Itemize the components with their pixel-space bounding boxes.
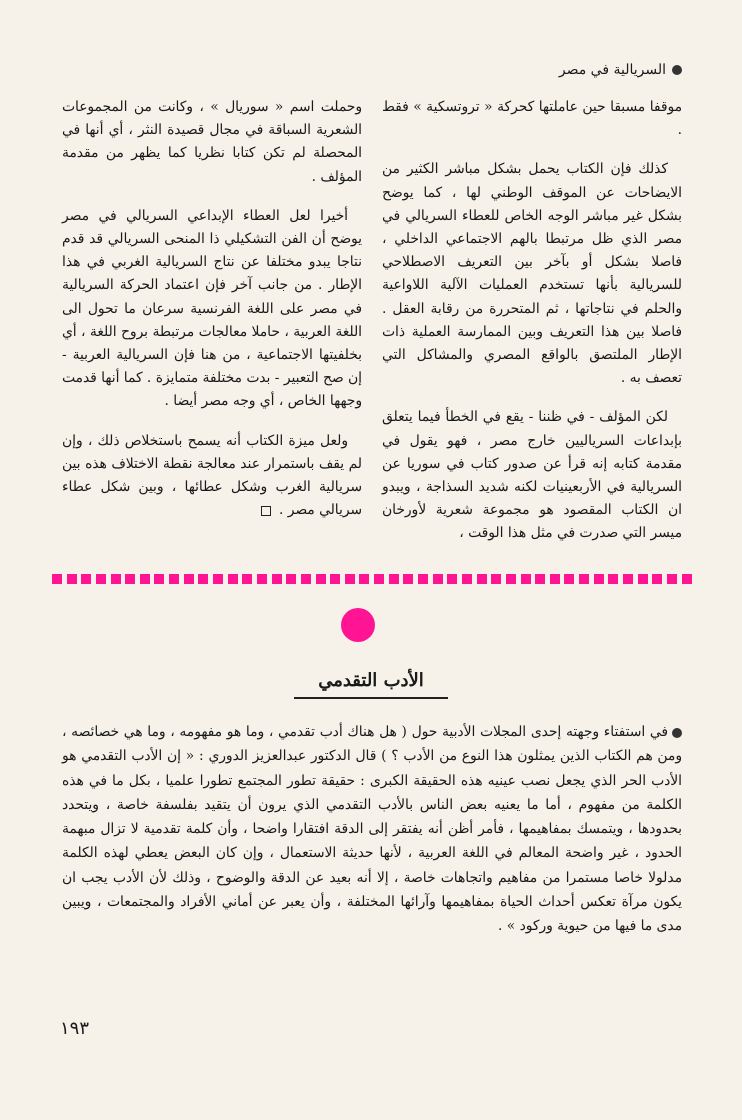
end-mark-icon — [261, 506, 271, 516]
divider-square — [506, 574, 516, 584]
divider-square — [521, 574, 531, 584]
section-divider — [52, 572, 692, 586]
divider-square — [81, 574, 91, 584]
divider-square — [345, 574, 355, 584]
divider-square — [301, 574, 311, 584]
divider-square — [433, 574, 443, 584]
divider-square — [462, 574, 472, 584]
paragraph: وحملت اسم « سوريال » ، وكانت من المجموعات الشعرية السباقة في مجال قصيدة النثر ، أي أنها في المحصلة لم تكن كتابا نظريا كما يظهر من مقدمة المؤلف . — [62, 99, 362, 185]
paragraph-text: ولعل ميزة الكتاب أنه يسمح باستخلاص ذلك ، وإن لم يقف باستمرار عند معالجة نقطة الاختلاف هذه بين سريالية الغرب وشكل عطائها ، وبين شكل عطاء سريالي مصر . — [62, 432, 362, 519]
paragraph: كذلك فإن الكتاب يحمل بشكل مباشر الكثير من الايضاحات عن الموقف الوطني لها ، كما يوضح بشكل غير مباشر الوجه الخاص للعطاء السريالي في مصر الذي ظل مرتبطا بالهم الاجتماعي الداخلي ، فاصلا بشكل أو بآخر بين التعريف الاصطلاحي للسريالية بأنها تستخدم العمليات الآلية اللاواعية والحلم في نتاجاتها ، ثم المتحررة من رقابة العقل . فاصلا بين هذا التعريف وبين الممارسة العملية ذات الإطار الملتصق بالواقع المصري والمشاكل التي تعصف به . — [382, 161, 682, 387]
section-paragraph: في استفتاء وجهته إحدى المجلات الأدبية حول ( هل هناك أدب تقدمي ، وما هو مفهومه ، وما هي خصائصه ، ومن هم الكتاب الذين يمثلون هذا النوع من الأدب ؟ ) قال الدكتور عبدالعزيز الدوري : « إن الأدب التقدمي هو الأدب الحر الذي يجعل نصب عينيه هذه الحقيقة الكبرى : حقيقة تطور المجتمع تطورا علميا ، بكل ما في هذه الكلمة من مفهوم ، أما ما يعنيه بعض الناس بالأدب التقدمي الذي يرون أن يتقيد بفلسفة خاصة ، ويتحدد بحدودها ، ويتمسك بمفاهيمها ، فأمر أظن أنه يفتقر إلى الدقة افتقارا واضحا ، وأن كلمة تقدمية لا تزال مبهمة الحدود ، غير واضحة المعالم في اللغة العربية ، لأنها حديثة الاستعمال ، وإن كان البعض يعطي لهذه الكلمة مدلولا خاصا مستمرا من مفاهيم واتجاهات خاصة ، إلا أنه بعيد عن الدقة والوضوح ، وذلك لأن الأدب يجب ان يكون مرآة تعكس أحداث الحياة بمفاهيمها وآرائها المختلفة ، وأن يعبر عن أماني الأفراد والمجتمعات ، ويبين مدى ما فيها من حيوية وركود » . — [62, 724, 682, 935]
divider-square — [125, 574, 135, 584]
bullet-icon — [672, 728, 682, 738]
divider-square — [198, 574, 208, 584]
divider-square — [316, 574, 326, 584]
divider-square — [477, 574, 487, 584]
divider-square — [638, 574, 648, 584]
section-body — [62, 720, 682, 939]
running-title: السريالية في مصر — [558, 62, 666, 78]
divider-square — [359, 574, 369, 584]
decorative-dot-icon — [341, 608, 375, 642]
divider-square — [257, 574, 267, 584]
divider-square — [623, 574, 633, 584]
section-heading: الأدب التقدمي — [294, 670, 448, 699]
divider-square — [272, 574, 282, 584]
divider-square — [140, 574, 150, 584]
divider-square — [608, 574, 618, 584]
two-column-article — [62, 96, 682, 560]
divider-square — [374, 574, 384, 584]
left-column — [62, 96, 362, 560]
divider-square — [550, 574, 560, 584]
divider-square — [667, 574, 677, 584]
paragraph: أخيرا لعل العطاء الإبداعي السريالي في مصر يوضح أن الفن التشكيلي ذا المنحى السريالي قد قدم نتاجا يبدو مختلفا عن نتاج السريالية الغربي في هذا الإطار . من جانب آخر فإن اعتماد الحركة السريالية في مصر على اللغة الفرنسية سرعان ما تحول الى اللغة العربية ، حاملا معالجات مرتبطة بروح اللغة ، أي بخلفيتها الاجتماعية ، من هنا فإن السريالية العربية - إن صح التعبير - بدت مختلفة متمايزة . كما أنها قدمت وجهها الخاص ، أي وجه مصر أيضا . — [62, 207, 362, 410]
divider-square — [403, 574, 413, 584]
divider-square — [52, 574, 62, 584]
divider-square — [535, 574, 545, 584]
bullet-icon — [672, 65, 682, 75]
right-column — [382, 96, 682, 560]
divider-square — [67, 574, 77, 584]
divider-square — [418, 574, 428, 584]
divider-square — [286, 574, 296, 584]
divider-square — [594, 574, 604, 584]
divider-square — [330, 574, 340, 584]
divider-square — [682, 574, 692, 584]
paragraph: موقفا مسبقا حين عاملتها كحركة « تروتسكية » فقط . — [382, 99, 682, 139]
divider-square — [96, 574, 106, 584]
divider-square — [447, 574, 457, 584]
divider-square — [491, 574, 501, 584]
divider-square — [389, 574, 399, 584]
section-title — [0, 670, 742, 699]
running-header — [559, 62, 682, 78]
divider-square — [579, 574, 589, 584]
divider-square — [242, 574, 252, 584]
divider-square — [111, 574, 121, 584]
divider-square — [184, 574, 194, 584]
divider-square — [213, 574, 223, 584]
paragraph — [62, 430, 362, 523]
divider-square — [169, 574, 179, 584]
divider-square — [228, 574, 238, 584]
paragraph: لكن المؤلف - في ظننا - يقع في الخطأ فيما يتعلق بإبداعات السرياليين خارج مصر ، فهو يقول في مقدمة كتابه إنه قرأ عن صدور كتاب في سوريا عن السريالية في الأربعينيات لكنه شديد السذاجة ، ويبدو ان الكتاب المقصود هو مجموعة شعرية لأورخان ميسر التي صدرت في مثل هذا الوقت ، — [382, 409, 682, 542]
page-number: ١٩٣ — [60, 1018, 90, 1039]
divider-square — [564, 574, 574, 584]
divider-square — [652, 574, 662, 584]
divider-square — [154, 574, 164, 584]
